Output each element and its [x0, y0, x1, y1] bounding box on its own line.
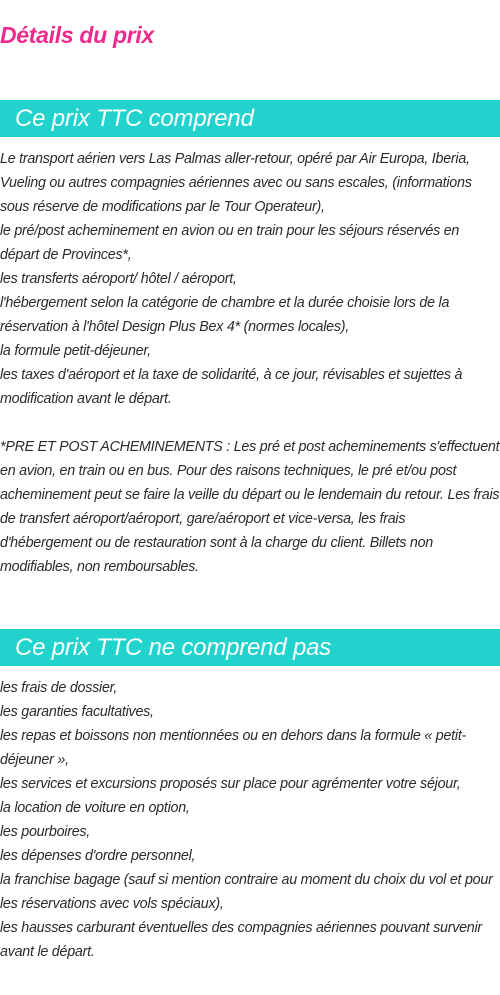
included-section-header: Ce prix TTC comprend: [0, 100, 500, 137]
included-item: Le transport aérien vers Las Palmas aller-retour, opéré par Air Europa, Iberia, Vueling ou autres compagnies aériennes avec ou sans escales, (informations sous réserve de modifications par le Tour Operateur),: [0, 151, 472, 215]
excluded-item: les garanties facultatives,: [0, 704, 154, 720]
excluded-item: la franchise bagage (sauf si mention contraire au moment du choix du vol et pour les réservations avec vols spéciaux),: [0, 872, 493, 912]
included-item: la formule petit-déjeuner,: [0, 343, 151, 359]
included-item: l'hébergement selon la catégorie de chambre et la durée choisie lors de la réservation à l'hôtel Design Plus Bex 4* (normes locales),: [0, 295, 450, 335]
excluded-item: les frais de dossier,: [0, 680, 118, 696]
transfer-note-text: *PRE ET POST ACHEMINEMENTS : Les pré et post acheminements s'effectuent en avion, en train ou en bus. Pour des raisons techniques, le pré et/ou post acheminement peut se faire la veille du départ ou le lendemain du retour. Les frais de transfert aéroport/aéroport, gare/aéroport et vice-versa, les frais d'hébergement ou de restauration sont à la charge du client. Billets non modifiables, non remboursables.: [0, 439, 500, 575]
excluded-item: les hausses carburant éventuelles des compagnies aériennes pouvant survenir avant le départ.: [0, 920, 482, 960]
page-title: Détails du prix: [0, 22, 154, 48]
included-list: [0, 147, 500, 411]
included-item: le pré/post acheminement en avion ou en train pour les séjours réservés en départ de Provinces*,: [0, 223, 460, 263]
excluded-item: les dépenses d'ordre personnel,: [0, 848, 196, 864]
excluded-item: les pourboires,: [0, 824, 91, 840]
transfer-note: [0, 435, 500, 579]
excluded-section-header: Ce prix TTC ne comprend pas: [0, 629, 500, 666]
excluded-item: les repas et boissons non mentionnées ou en dehors dans la formule « petit-déjeuner »,: [0, 728, 467, 768]
excluded-list: [0, 676, 500, 964]
included-item: les transferts aéroport/ hôtel / aéroport,: [0, 271, 237, 287]
included-item: les taxes d'aéroport et la taxe de solidarité, à ce jour, révisables et sujettes à modification avant le départ.: [0, 367, 463, 407]
excluded-item: les services et excursions proposés sur place pour agrémenter votre séjour,: [0, 776, 461, 792]
excluded-item: la location de voiture en option,: [0, 800, 190, 816]
